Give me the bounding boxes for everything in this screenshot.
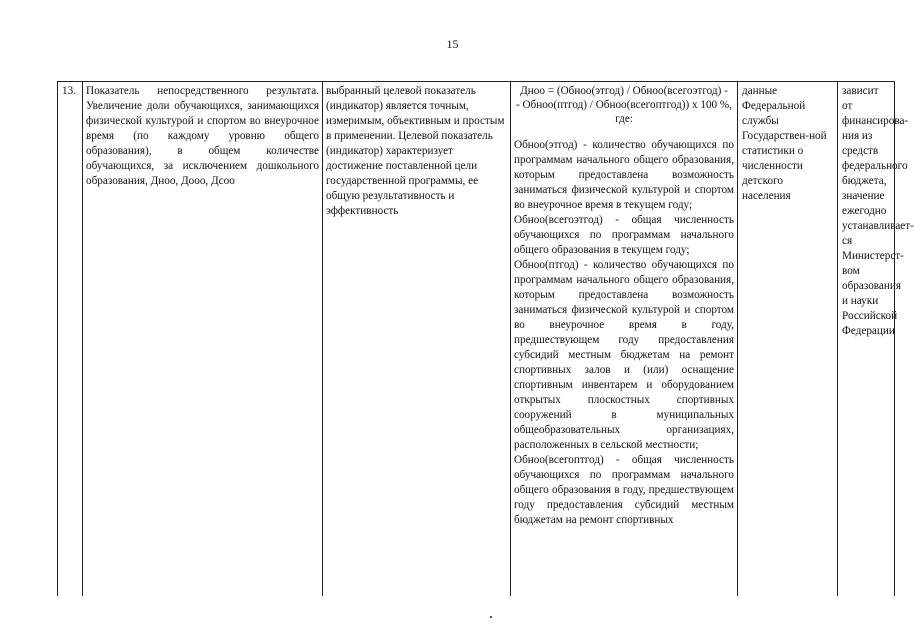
calculation-formula [514,84,734,126]
row-number: 13. [62,85,76,97]
definition-3: Обноо(птгод) - количество обучающихся по программам начального общего образования, которым предоставлена возможность заниматься физической культурой и спортом во внеурочное время в году, предшествующем году предоставления субсидий местным бюджетам на ремонт спортивных залов и (или) оснащение спортивным инвентарем и оборудованием открытых плоскостных спортивных сооружений в муниципальных общеобразовательных организациях, расположенных в сельской местности; [514,259,734,451]
indicator-name: Показатель непосредственного результата. Увеличение доли обучающихся, занимающихся физической культурой и спортом во внеурочное время (по каждому уровню общего образования), в общем количестве обучающихся, за исключением дошкольного образования, Дноо, Дооо, Дсоо [86,85,319,187]
indicator-table [57,81,914,596]
formula-line-1: Дноо = (Обноо(этгод) / Обноо(всегоэтгод) - [520,85,728,97]
note: зависит от финансирова-ния из средств федерального бюджета, значение ежегодно устанавливает-ся Министерст-вом образования и науки Российской Федерации [842,85,914,337]
data-source: данные Федеральной службы Государствен-ной статистики о численности детского населения [742,85,827,202]
definition-4: Обноо(всегоптгод) - общая численность обучающихся по программам начального общего образования в году, предшествующем году предоставления субсидий местным бюджетам на ремонт спортивных [514,454,734,526]
scan-speck [490,616,492,618]
row-number-cell [58,82,82,596]
data-source-cell [737,82,837,596]
note-cell [837,82,914,596]
formula-line-2: - Обноо(птгод) / Обноо(всегоптгод)) x 100 %, [515,99,733,111]
indicator-name-cell [82,82,322,596]
formula-line-3: где: [615,113,633,125]
justification-cell [322,82,510,596]
page-number: 15 [446,37,459,51]
definition-2: Обноо(всегоэтгод) - общая численность обучающихся по программам начального общего образования в текущем году; [514,214,734,256]
calculation-cell [510,82,737,596]
definition-1: Обноо(этгод) - количество обучающихся по программам начального общего образования, которым предоставлена возможность заниматься физической культурой и спортом во внеурочное время в текущем году; [514,139,734,211]
indicator-justification: выбранный целевой показатель (индикатор) является точным, измеримым, объективным и простым в применении. Целевой показатель (индикатор) характеризует достижение поставленной цели государственной программы, ее общую результативность и эффективность [326,85,505,217]
